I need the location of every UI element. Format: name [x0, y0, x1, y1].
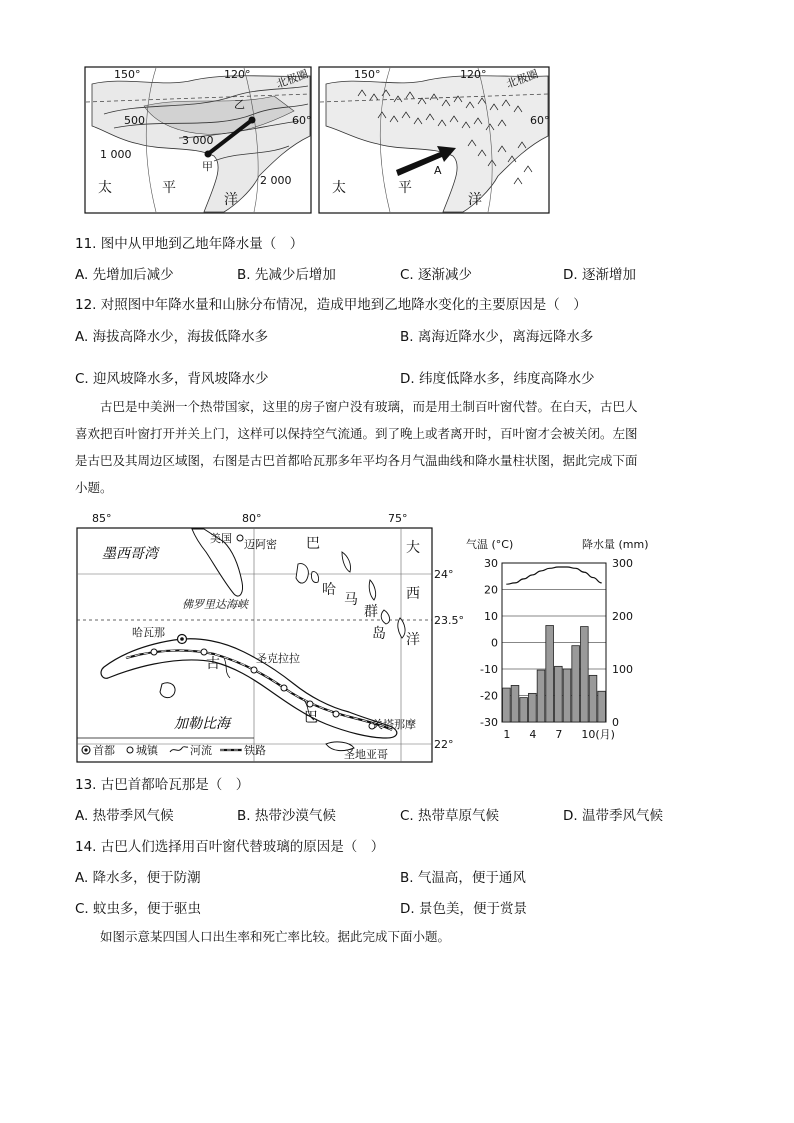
atlantic-char-3: 洋 — [406, 632, 420, 648]
ocean-char-2: 平 — [162, 180, 176, 196]
precip-tick-label: 300 — [612, 557, 633, 570]
precip-bar — [555, 666, 563, 722]
precip-bar — [572, 646, 580, 722]
precip-bar — [546, 626, 554, 722]
legend-capital: 首都 — [93, 744, 115, 757]
question-12-option-b[interactable]: B. 离海近降水少，离海远降水多 — [400, 329, 594, 345]
miami-label: 迈阿密 — [244, 538, 277, 551]
precip-bar — [598, 691, 606, 722]
figure-precipitation-maps — [84, 66, 550, 216]
temp-tick-label: -20 — [480, 689, 498, 703]
month-tick-label: 10(月) — [581, 728, 615, 741]
isohyet-2000: 2 000 — [260, 174, 292, 187]
isohyet-3000: 3 000 — [182, 134, 214, 147]
question-12-stem: 12. 对照图中年降水量和山脉分布情况，造成甲地到乙地降水变化的主要原因是（ ） — [75, 297, 587, 313]
precip-bar — [520, 698, 528, 722]
passage-cuba-line-3: 是古巴及其周边区域图，右图是古巴首都哈瓦那多年平均各月气温曲线和降水量柱状图，据此完成下面 — [75, 453, 638, 468]
right-lon-150-label: 150° — [354, 68, 381, 81]
question-14-stem: 14. 古巴人们选择用百叶窗代替玻璃的原因是（ ） — [75, 839, 385, 855]
cuba-char-1: 古 — [206, 656, 220, 672]
precip-bar — [581, 627, 589, 722]
question-14-option-a[interactable]: A. 降水多，便于防潮 — [75, 870, 201, 886]
lon-85-label: 85° — [92, 512, 112, 525]
left-precip-map — [85, 66, 312, 213]
temp-tick-label: 10 — [484, 610, 498, 623]
passage-cuba-line-4: 小题。 — [75, 480, 113, 495]
cuba-region-map — [74, 512, 464, 764]
lat-22-label: 22° — [434, 738, 454, 751]
precip-bar — [563, 669, 571, 722]
temp-tick-label: 30 — [484, 557, 498, 570]
month-tick-label: 4 — [529, 728, 537, 741]
point-yi-label: 乙 — [234, 98, 245, 111]
question-12-option-c[interactable]: C. 迎风坡降水多，背风坡降水少 — [75, 371, 269, 387]
lon-120-label: 120° — [224, 68, 251, 81]
right-ocean-char-2: 平 — [398, 180, 412, 196]
gulf-of-mexico-label: 墨西哥湾 — [102, 546, 158, 562]
question-11-option-c[interactable]: C. 逐渐减少 — [400, 267, 473, 283]
temp-tick-label: -30 — [480, 716, 498, 729]
santa-clara-label: 圣克拉拉 — [256, 652, 300, 665]
question-13-option-c[interactable]: C. 热带草原气候 — [400, 808, 500, 824]
point-jia-label: 甲 — [202, 160, 213, 173]
usa-label: 美国 — [210, 532, 232, 545]
bahamas-char-5: 岛 — [372, 626, 386, 642]
lon-80-label: 80° — [242, 512, 262, 525]
question-14-option-c[interactable]: C. 蚊虫多，便于驱虫 — [75, 901, 202, 917]
atlantic-char-2: 西 — [406, 586, 420, 602]
bahamas-char-4: 群 — [364, 604, 378, 620]
temp-tick-label: 20 — [484, 583, 498, 597]
ocean-char-1: 太 — [98, 180, 112, 196]
arrow-a-label: A — [434, 164, 442, 177]
precip-bar — [529, 693, 537, 722]
atlantic-char-1: 大 — [406, 540, 420, 556]
right-lon-120-label: 120° — [460, 68, 487, 81]
precip-bar — [503, 688, 511, 722]
question-12-option-a[interactable]: A. 海拔高降水少，海拔低降水多 — [75, 329, 269, 345]
precip-tick-label: 200 — [612, 610, 633, 623]
question-13-stem: 13. 古巴首都哈瓦那是（ ） — [75, 777, 250, 793]
question-12-option-d[interactable]: D. 纬度低降水多，纬度高降水少 — [400, 371, 595, 387]
lat-24-label: 24° — [434, 568, 454, 581]
guantanamo-label: 关塔那摩 — [372, 718, 416, 731]
lat-23-5-label: 23.5° — [434, 614, 464, 627]
isohyet-1000: 1 000 — [100, 148, 132, 161]
santiago-label: 圣地亚哥 — [344, 748, 388, 761]
question-11-option-a[interactable]: A. 先增加后减少 — [75, 267, 174, 283]
temp-tick-label: -10 — [480, 663, 498, 676]
right-lat-60-label: 60° — [530, 114, 550, 127]
precip-bar — [537, 670, 545, 722]
caribbean-label: 加勒比海 — [174, 716, 230, 732]
right-arctic-circle-label: 北极圈 — [504, 67, 541, 91]
legend-river: 河流 — [190, 744, 212, 757]
question-11-stem: 11. 图中从甲地到乙地年降水量（ ） — [75, 236, 304, 252]
florida-strait-label: 佛罗里达海峡 — [182, 598, 248, 611]
precip-bar — [511, 685, 519, 722]
question-14-option-d[interactable]: D. 景色美，便于赏景 — [400, 901, 527, 917]
havana-label: 哈瓦那 — [132, 626, 165, 639]
question-13-option-a[interactable]: A. 热带季风气候 — [75, 808, 174, 824]
arctic-circle-label: 北极圈 — [274, 67, 311, 91]
right-ocean-char-1: 太 — [332, 180, 346, 196]
legend-railway: 铁路 — [244, 744, 266, 757]
precip-tick-label: 0 — [612, 716, 619, 729]
bahamas-char-1: 巴 — [306, 536, 320, 552]
right-ocean-char-3: 洋 — [468, 192, 482, 208]
isohyet-500: 500 — [124, 114, 145, 127]
question-13-option-b[interactable]: B. 热带沙漠气候 — [237, 808, 336, 824]
temp-tick-label: 0 — [491, 636, 498, 650]
question-11-option-b[interactable]: B. 先减少后增加 — [237, 267, 336, 283]
legend-town: 城镇 — [136, 744, 158, 757]
month-tick-label: 7 — [555, 728, 563, 741]
question-14-option-b[interactable]: B. 气温高，便于通风 — [400, 870, 526, 886]
passage-cuba — [75, 393, 715, 501]
passage-population: 如图示意某四国人口出生率和死亡率比较。据此完成下面小题。 — [100, 929, 451, 944]
temp-axis-title: 气温 (°C) — [466, 538, 514, 551]
month-tick-label: 1 — [503, 728, 511, 741]
precip-axis-title: 降水量 (mm) — [582, 538, 649, 551]
ocean-char-3: 洋 — [224, 192, 238, 208]
havana-climate-chart — [460, 532, 660, 744]
bahamas-char-2: 哈 — [322, 582, 336, 598]
lon-150-label: 150° — [114, 68, 141, 81]
precip-tick-label: 100 — [612, 663, 633, 676]
precip-bar — [589, 675, 597, 722]
question-13-option-d[interactable]: D. 温带季风气候 — [563, 808, 663, 824]
lon-75-label: 75° — [388, 512, 408, 525]
right-mountain-map — [319, 66, 550, 213]
lat-60-label: 60° — [292, 114, 312, 127]
passage-cuba-line-1: 古巴是中美洲一个热带国家，这里的房子窗户没有玻璃，而是用土制百叶窗代替。在白天，古巴人 — [100, 399, 638, 414]
cuba-char-2: 巴 — [304, 710, 318, 726]
passage-cuba-line-2: 喜欢把百叶窗打开并关上门，这样可以保持空气流通。到了晚上或者离开时，百叶窗才会被关闭。左图 — [75, 426, 638, 441]
question-11-option-d[interactable]: D. 逐渐增加 — [563, 267, 636, 283]
bahamas-char-3: 马 — [344, 592, 358, 608]
